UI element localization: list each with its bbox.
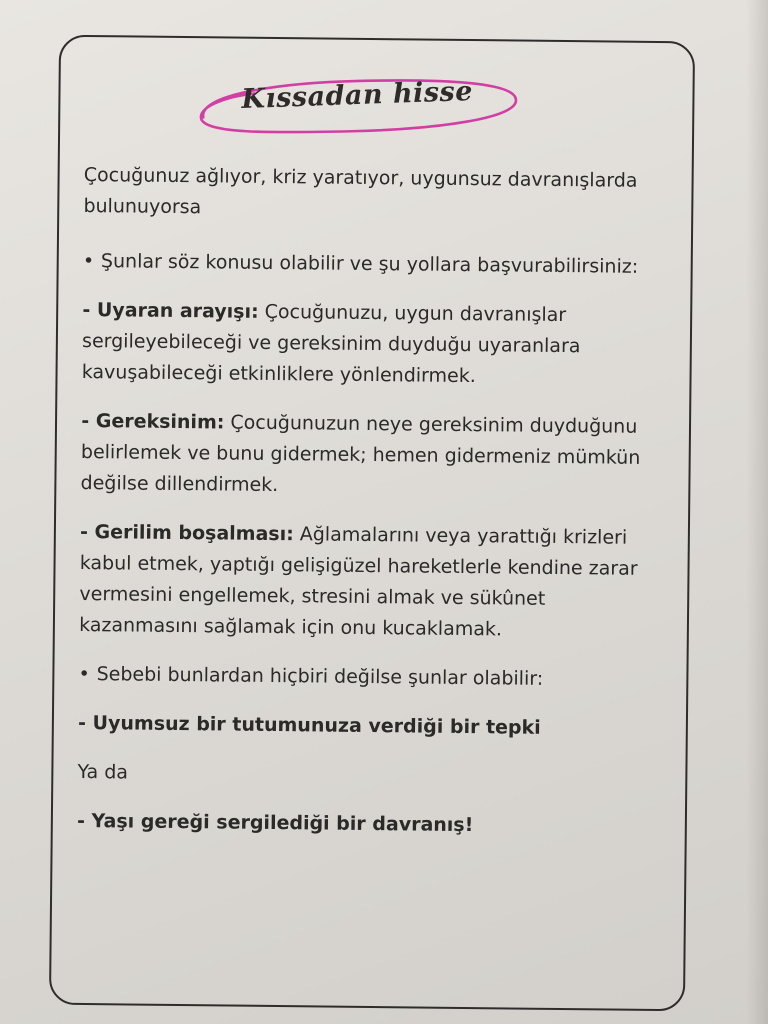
bullet-icon: • (78, 662, 90, 686)
bullet-text-1: Şunlar söz konusu olabilir ve şu yollara başvurabilirsiniz: (100, 250, 639, 278)
item-text: Çocuğunuzu, uygun davranışlar sergileyebileceği ve gereksinim duyduğu uyaranlara kavuşabileceği etkinliklere yönlendirmek. (81, 300, 581, 388)
item-text: Ağlamalarını veya yarattığı krizleri kabul etmek, yaptığı gelişigüzel hareketlerle kendine zarar vermesini engellemek, stresini almak ve sükûnet kazanmasını sağlamak için onu kucaklamak. (79, 523, 638, 641)
title-badge (184, 66, 531, 144)
option-2: - Yaşı gereği sergilediği bir davranış! (76, 809, 474, 837)
item-text: Çocuğunuzun neye gereksinim duyduğunu belirlemek ve bunu gidermek; hemen gidermeniz mümkün değilse dillendirmek. (80, 411, 641, 497)
item-term: Gereksinim: (95, 410, 225, 434)
bullet-icon: • (82, 249, 95, 273)
option-2-text: Yaşı gereği sergilediği bir davranış! (91, 810, 474, 837)
item-gereksinim: - Gereksinim: Çocuğunuzun neye gereksinim duyduğunu belirlemek ve bunu gidermek; hemen gidermeniz mümkün değilse dillendirmek. (80, 409, 641, 497)
item-term: Gerilim boşalması: (94, 521, 294, 546)
or-text: Ya da (77, 760, 129, 784)
item-gerilim: - Gerilim boşalması: Ağlamalarını veya yarattığı krizleri kabul etmek, yaptığı gelişigüzel hareketlerle kendine zarar vermesini engellemek, stresini almak ve sükûnet kazanmasını sağlamak için onu kucaklamak. (79, 520, 638, 641)
bullet-text-2: Sebebi bunlardan hiçbiri değilse şunlar olabilir: (96, 663, 544, 690)
bullet-paragraph-1 (83, 246, 653, 283)
option-1-text: Uyumsuz bir tutumunuza verdiği bir tepki (92, 712, 541, 739)
option-1: - Uyumsuz bir tutumunuza verdiği bir tepki (77, 711, 541, 739)
item-term: Uyaran arayışı: (96, 299, 259, 323)
page-shadow (746, 0, 768, 1024)
item-uyaran: - Uyaran arayışı: Çocuğunuzu, uygun davranışlar sergileyebileceği ve gereksinim duyduğu uyaranlara kavuşabileceği etkinliklere yönlendirmek. (81, 298, 581, 388)
main-text (77, 160, 654, 861)
intro-paragraph: Çocuğunuz ağlıyor, kriz yaratıyor, uygunsuz davranışlarda bulunuyorsa (83, 163, 638, 219)
page-title: Kıssadan hisse (240, 75, 474, 116)
bullet-paragraph-2 (78, 659, 648, 696)
